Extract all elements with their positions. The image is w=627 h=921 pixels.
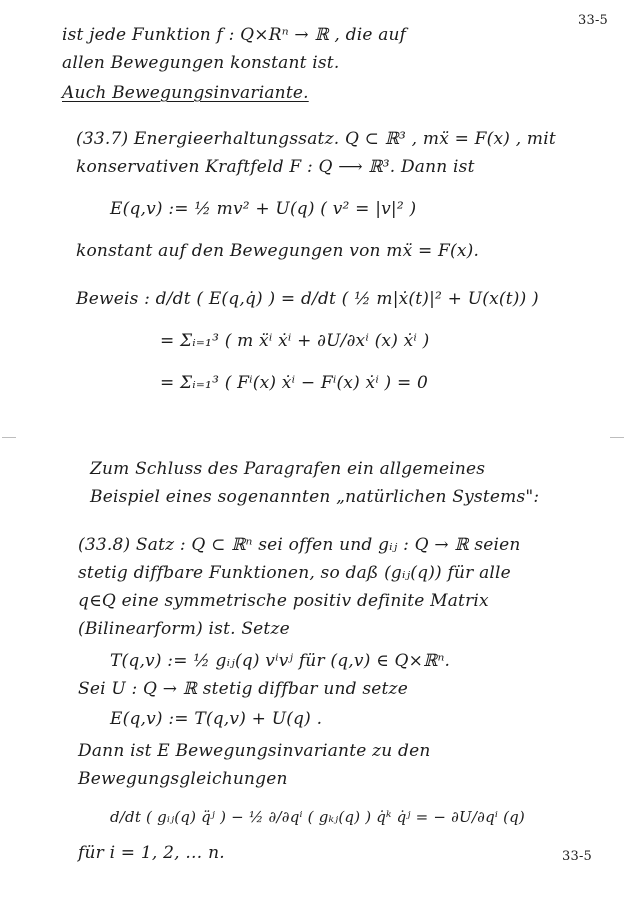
page-number-top: 33-5 xyxy=(578,13,609,28)
text-line-2: allen Bewegungen konstant ist. xyxy=(62,53,340,73)
text-line-11: Zum Schluss des Paragrafen ein allgemeines xyxy=(90,459,486,479)
page-number-bottom: 33-5 xyxy=(562,849,593,864)
text-line-15: q∈Q eine symmetrische positiv definite Matrix xyxy=(78,591,489,611)
kinetic-energy-definition: T(q,v) := ½ gᵢⱼ(q) vⁱvʲ für (q,v) ∈ Q×ℝⁿ. xyxy=(110,651,451,671)
text-line-21: Bewegungsgleichungen xyxy=(78,769,288,789)
text-line-18: Sei U : Q → ℝ stetig diffbar und setze xyxy=(78,679,408,699)
proof-line-2: = Σᵢ₌₁³ ( m ẍⁱ ẋⁱ + ∂U/∂xⁱ (x) ẋⁱ ) xyxy=(160,331,430,351)
theorem-33-8-heading: (33.8) Satz : Q ⊂ ℝⁿ sei offen und gᵢⱼ : Q → ℝ seien xyxy=(78,535,521,555)
theorem-33-7-heading: (33.7) Energieerhaltungssatz. Q ⊂ ℝ³ , mẍ = F(x) , mit xyxy=(76,129,556,149)
text-line-20: Dann ist E Bewegungsinvariante zu den xyxy=(78,741,431,761)
text-line-1: ist jede Funktion f : Q×Rⁿ → ℝ , die auf xyxy=(62,25,407,45)
text-line-12: Beispiel eines sogenannten „natürlichen Systems": xyxy=(90,487,540,507)
energy-definition: E(q,v) := ½ mv² + U(q) ( v² = |v|² ) xyxy=(110,199,417,219)
total-energy-definition: E(q,v) := T(q,v) + U(q) . xyxy=(110,709,323,729)
text-line-16: (Bilinearform) ist. Setze xyxy=(78,619,290,639)
proof-line-1: Beweis : d/dt ( E(q,q̇) ) = d/dt ( ½ m|ẋ(t)|² + U(x(t)) ) xyxy=(76,289,539,309)
text-line-14: stetig diffbare Funktionen, so daß (gᵢⱼ(q)) für alle xyxy=(78,563,511,583)
text-line-23: für i = 1, 2, … n. xyxy=(78,843,225,863)
page-fold-mark-left xyxy=(2,437,16,438)
page-fold-mark-right xyxy=(610,437,624,438)
equation-of-motion: d/dt ( gᵢⱼ(q) q̈ʲ ) − ½ ∂/∂qⁱ ( gₖⱼ(q) ) q̇ᵏ q̇ʲ = − ∂U/∂qⁱ (q) xyxy=(110,808,525,826)
text-line-3: Auch Bewegungsinvariante. xyxy=(62,83,309,103)
text-line-5: konservativen Kraftfeld F : Q ⟶ ℝ³. Dann ist xyxy=(76,157,475,177)
text-line-7: konstant auf den Bewegungen von mẍ = F(x). xyxy=(76,241,480,261)
proof-line-3: = Σᵢ₌₁³ ( Fⁱ(x) ẋⁱ − Fⁱ(x) ẋⁱ ) = 0 xyxy=(160,373,429,393)
